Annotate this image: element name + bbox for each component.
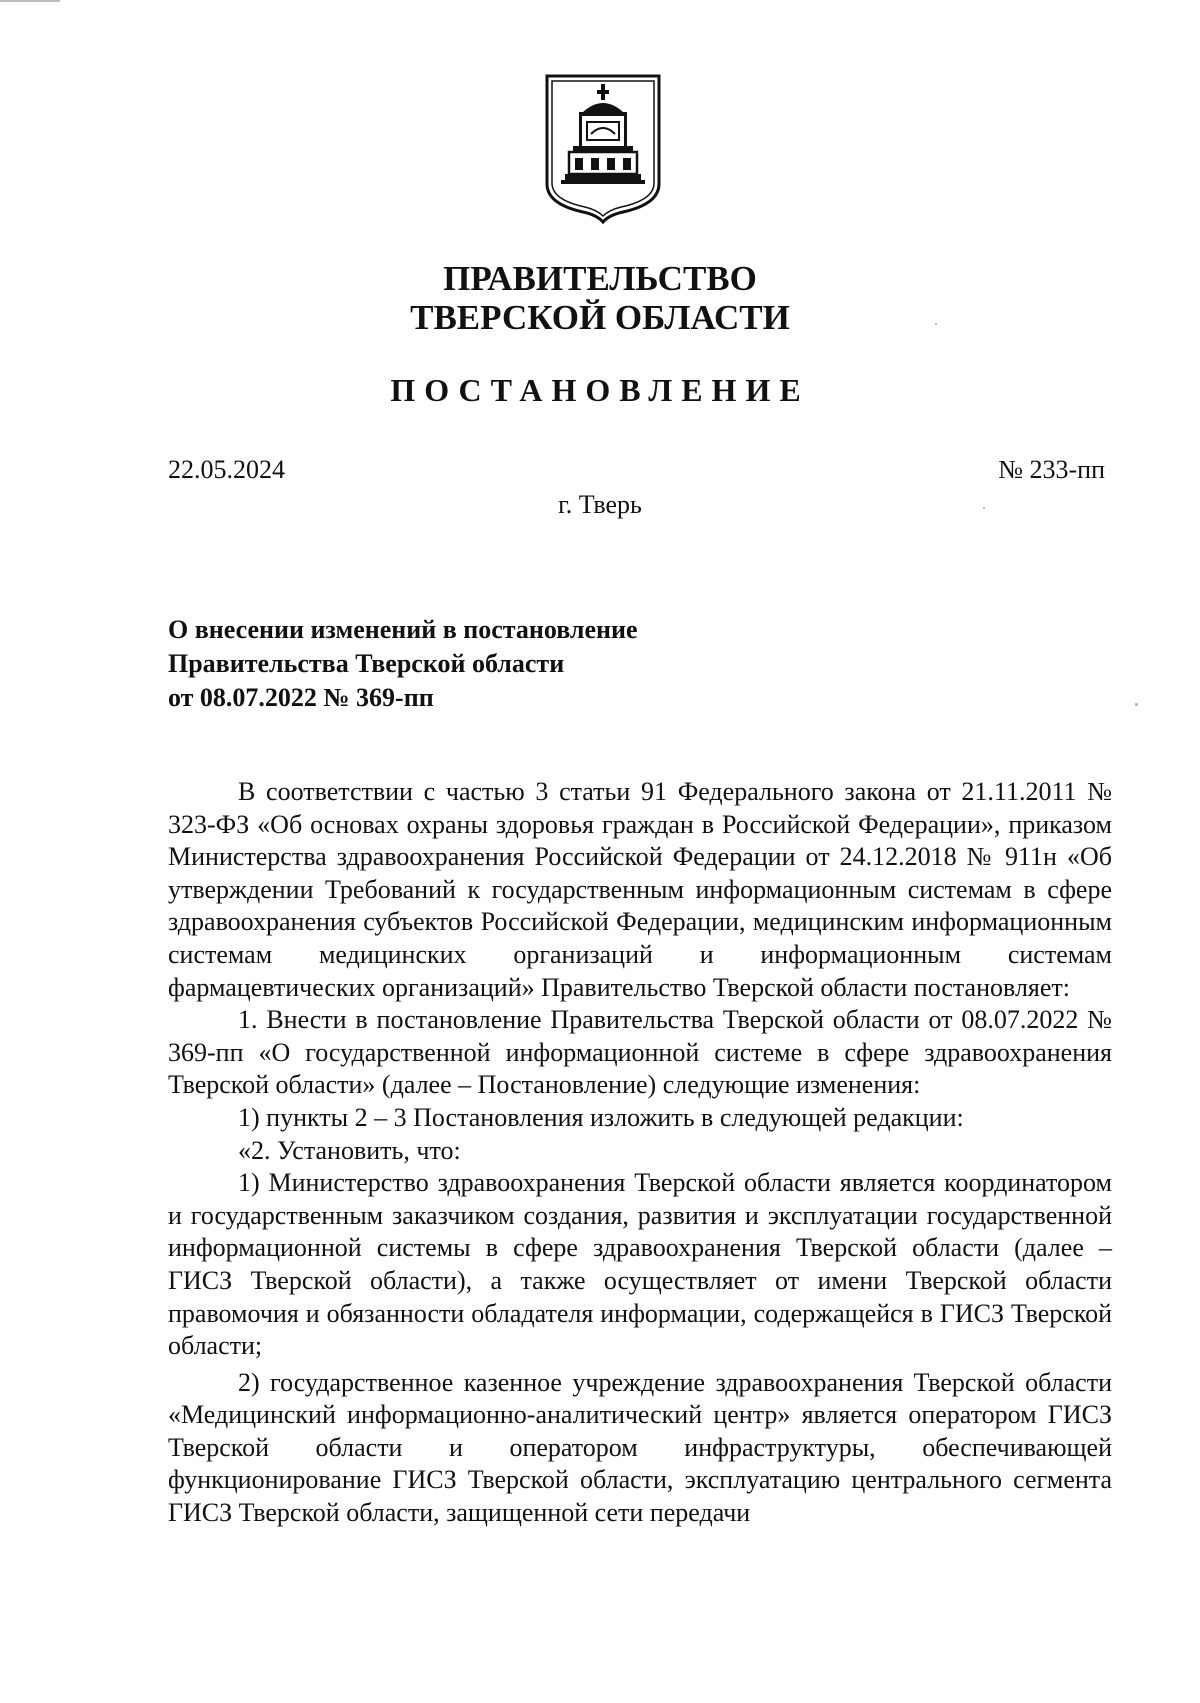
scan-mark [0, 0, 60, 2]
document-city: г. Тверь [558, 490, 642, 519]
scan-speck [935, 323, 937, 325]
document-type-heading: ПОСТАНОВЛЕНИЕ [390, 372, 810, 408]
coat-of-arms-icon [543, 72, 663, 224]
document-title [168, 613, 638, 715]
document-date: 22.05.2024 [168, 455, 285, 484]
paragraph-clause-2-2: 2) государственное казенное учреждение здравоохранения Тверской области «Медицинский информационно-аналитический центр» является оператором ГИСЗ Тверской области и оператором инфраструктуры, обеспечивающей функционирование ГИСЗ Тверской области, эксплуатацию центрального сегмента ГИСЗ Тверской области, защищенной сети передачи [168, 1367, 1112, 1528]
scan-speck [983, 507, 985, 509]
document-number: № 233-пп [998, 455, 1105, 484]
document-title-line1: О внесении изменений в постановление [168, 615, 638, 644]
paragraph-clause-2-1: 1) Министерство здравоохранения Тверской области является координатором и государственным заказчиком создания, развития и эксплуатации государственной информационной системы в сфере здравоохранения Тверской области (далее – ГИСЗ Тверской области), а также осуществляет от имени Тверской области правомочия и обязанности обладателя информации, содержащейся в ГИСЗ Тверской области; [168, 1168, 1112, 1361]
paragraph-subitem-1: 1) пункты 2 – 3 Постановления изложить в следующей редакции: [238, 1102, 964, 1132]
paragraph-clause-2: «2. Установить, что: [238, 1135, 461, 1165]
document-title-line2: Правительства Тверской области [168, 649, 565, 678]
organization-name-line1: ПРАВИТЕЛЬСТВО [443, 259, 757, 298]
paragraph-preamble: В соответствии с частью 3 статьи 91 Федерального закона от 21.11.2011 № 323-ФЗ «Об основах охраны здоровья граждан в Российской Федерации», приказом Министерства здравоохранения Российской Федерации от 24.12.2018 № 911н «Об утверждении Требований к государственным информационным системам в сфере здравоохранения субъектов Российской Федерации, медицинским информационным системам медицинских организаций и информационным системам фармацевтических организаций» Правительство Тверской области постановляет: [168, 777, 1112, 1002]
organization-name-line2: ТВЕРСКОЙ ОБЛАСТИ [410, 298, 790, 337]
document-body [168, 776, 1112, 1530]
scan-speck [1135, 703, 1138, 706]
paragraph-item-1: 1. Внести в постановление Правительства Тверской области от 08.07.2022 № 369-пп «О государственной информационной системе в сфере здравоохранения Тверской области» (далее – Постановление) следующие изменения: [168, 1005, 1112, 1100]
document-title-line3: от 08.07.2022 № 369-пп [168, 683, 434, 712]
